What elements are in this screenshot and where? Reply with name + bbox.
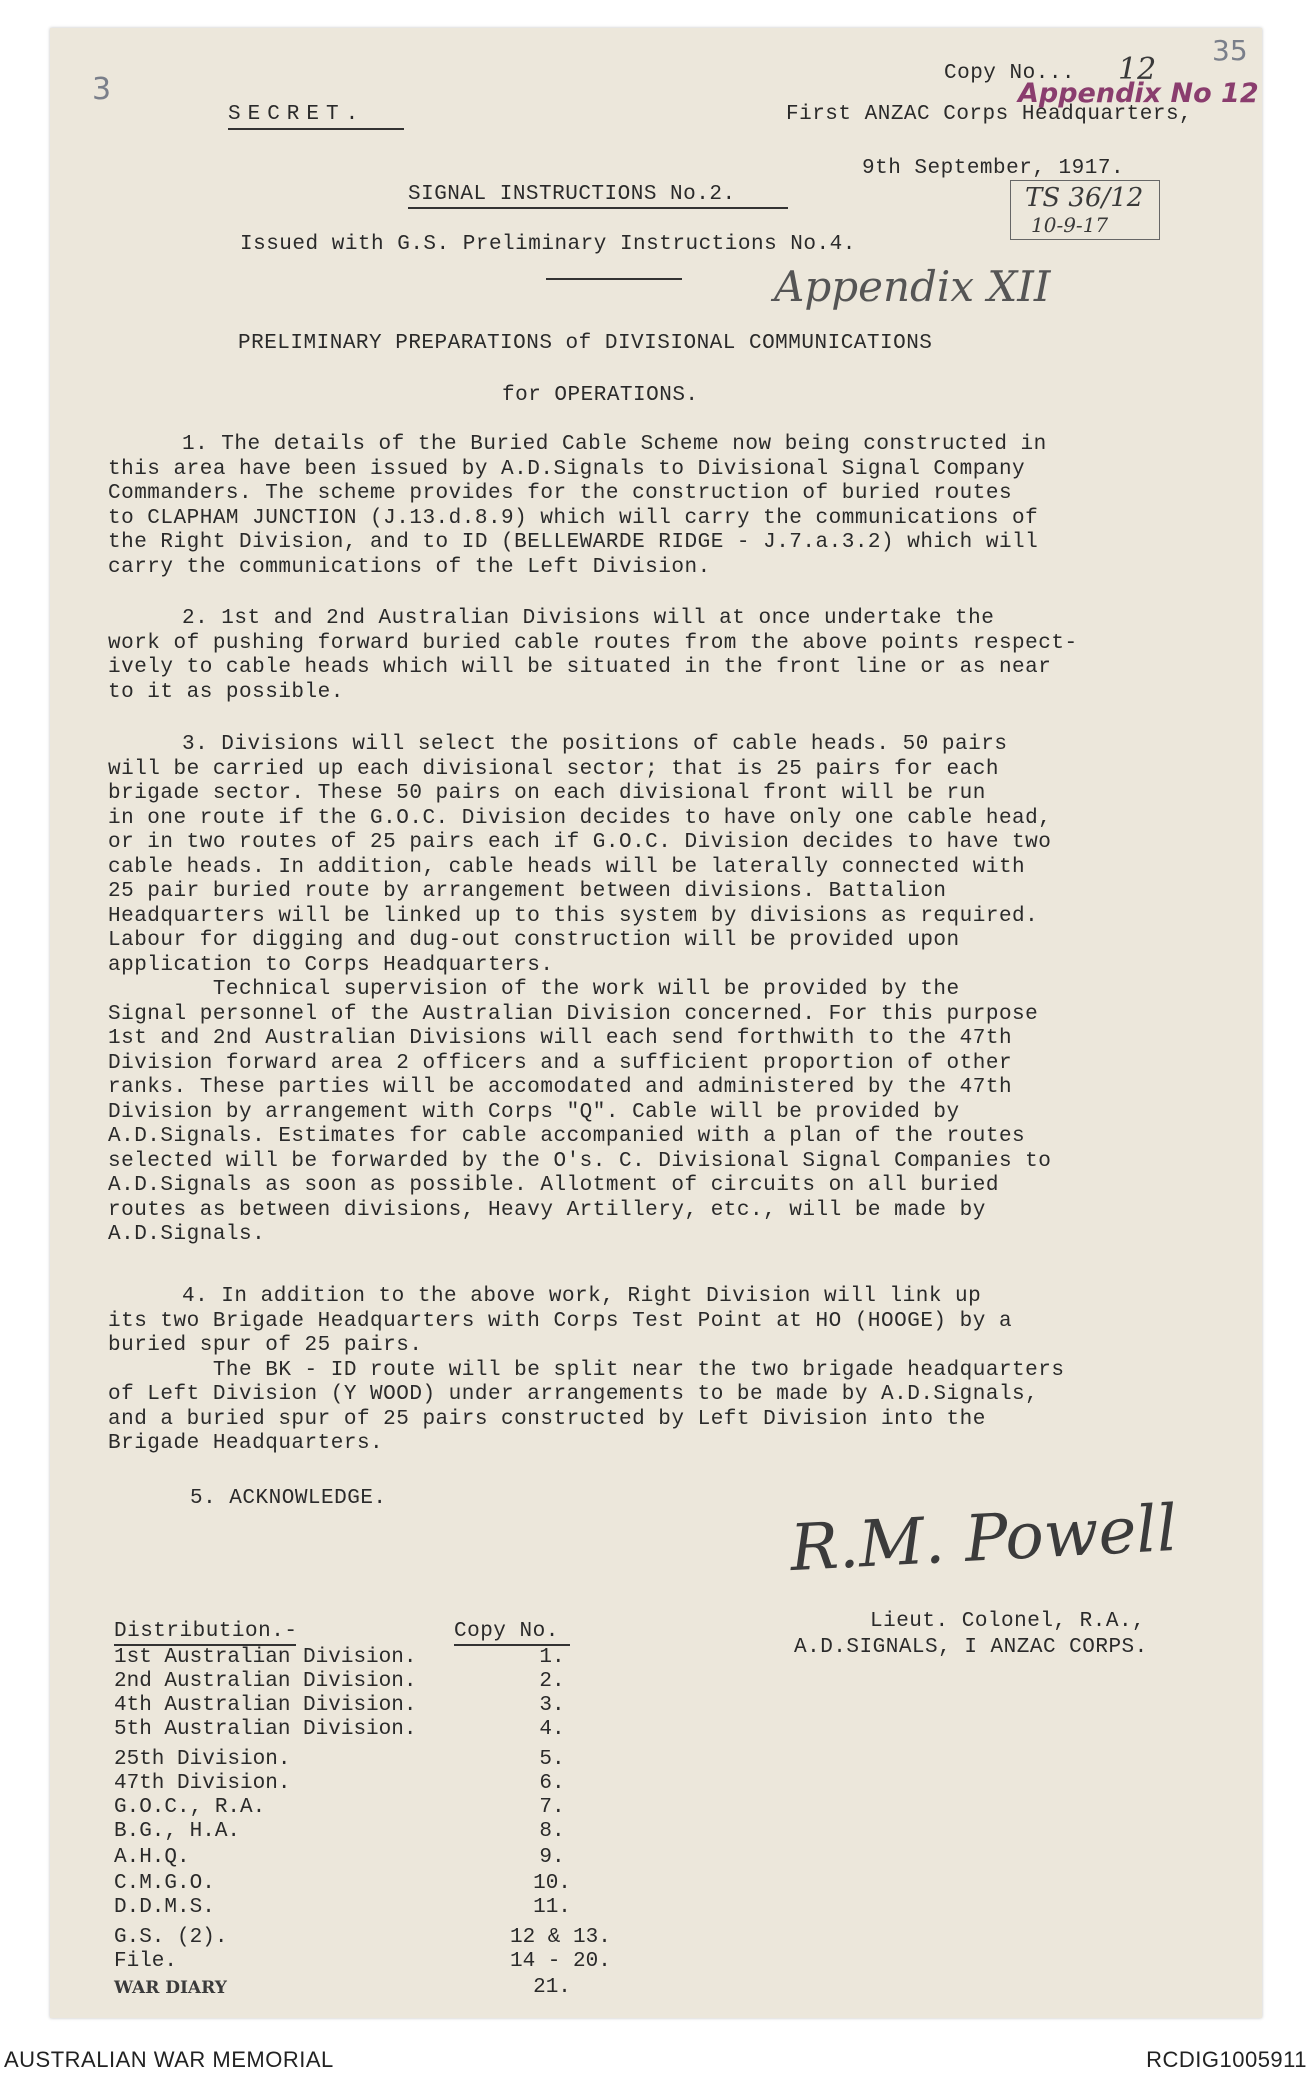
distribution-row	[114, 1694, 594, 1716]
distribution-copy-number: 10.	[533, 1872, 571, 1895]
distribution-copy-number: 2.	[539, 1670, 565, 1693]
paragraph-line: A.D.Signals.	[108, 1223, 266, 1246]
paragraph-line: brigade sector. These 50 pairs on each divisional front will be run	[108, 782, 986, 805]
separator-rule	[546, 278, 682, 280]
distribution-row	[114, 1846, 594, 1868]
distribution-copy-number: 4.	[539, 1718, 565, 1741]
paragraph-line: Commanders. The scheme provides for the construction of buried routes	[108, 482, 1013, 505]
paragraph-line: A.D.Signals. Estimates for cable accompanied with a plan of the routes	[108, 1125, 1026, 1148]
paragraph-line: cable heads. In addition, cable heads will be laterally connected with	[108, 855, 1026, 879]
paragraph-2	[108, 607, 1268, 705]
distribution-recipient: 4th Australian Division.	[114, 1694, 417, 1717]
file-reference-number: TS 36/12	[1025, 183, 1144, 213]
paragraph-line: Division forward area 2 officers and a sufficient proportion of other	[108, 1051, 1013, 1075]
issued-with-line: Issued with G.S. Preliminary Instructions No.4.	[240, 233, 856, 256]
distribution-heading: Distribution.-	[114, 1620, 298, 1643]
handwritten-signature: R.M. Powell	[788, 1491, 1180, 1587]
paragraph-line: selected will be forwarded by the O's. C. Divisional Signal Companies to	[108, 1149, 1052, 1173]
paragraph-line: Technical supervision of the work will be provided by the	[108, 978, 960, 1001]
paragraph-line: 3. Divisions will select the positions of cable heads. 50 pairs	[182, 733, 1008, 756]
paragraph-line: The BK - ID route will be split near the two brigade headquarters	[108, 1358, 1065, 1382]
distribution-copy-number: 8.	[539, 1820, 565, 1843]
distribution-recipient: 2nd Australian Division.	[114, 1670, 417, 1693]
subject-line-2: for OPERATIONS.	[502, 384, 699, 407]
distribution-recipient: B.G., H.A.	[114, 1820, 241, 1843]
paragraph-line: in one route if the G.O.C. Division decides to have only one cable head,	[108, 806, 1052, 830]
issue-date: 9th September, 1917.	[862, 157, 1125, 180]
paragraph-line: work of pushing forward buried cable routes from the above points respect-	[108, 631, 1078, 655]
distribution-recipient: G.S. (2).	[114, 1926, 228, 1949]
distribution-recipient: File.	[114, 1950, 178, 1973]
subject-line-1: PRELIMINARY PREPARATIONS of DIVISIONAL COMMUNICATIONS	[238, 332, 933, 355]
paragraph-line: buried spur of 25 pairs.	[108, 1334, 423, 1357]
copy-number-label: Copy No...	[944, 62, 1076, 85]
paragraph-1	[108, 433, 1268, 580]
distribution-row	[114, 1820, 594, 1842]
distribution-recipient: G.O.C., R.A.	[114, 1796, 266, 1819]
headquarters-line: First ANZAC Corps Headquarters,	[786, 103, 1193, 126]
paragraph-line: 4. In addition to the above work, Right Division will link up	[182, 1285, 982, 1308]
paragraph-line: or in two routes of 25 pairs each if G.O.C. Division decides to have two	[108, 831, 1052, 854]
paragraph-line: the Right Division, and to ID (BELLEWARDE RIDGE - J.7.a.3.2) which will	[108, 531, 1039, 554]
paragraph-line: will be carried up each divisional sector; that is 25 pairs for each	[108, 757, 999, 781]
distribution-row	[114, 1976, 594, 1998]
distribution-row	[114, 1670, 594, 1692]
distribution-row	[114, 1718, 594, 1740]
paragraph-line: 1. The details of the Buried Cable Scheme now being constructed in	[182, 433, 1047, 456]
distribution-row	[114, 1748, 594, 1770]
paragraph-line: to CLAPHAM JUNCTION (J.13.d.8.9) which will carry the communications of	[108, 506, 1039, 530]
distribution-copy-number: 6.	[539, 1772, 565, 1795]
paragraph-line: 2. 1st and 2nd Australian Divisions will at once undertake the	[182, 607, 995, 630]
file-reference-box	[1010, 180, 1160, 240]
paragraph-line: ranks. These parties will be accomodated and administered by the 47th	[108, 1076, 1013, 1099]
distribution-row	[114, 1772, 594, 1794]
distribution-recipient: A.H.Q.	[114, 1846, 190, 1869]
distribution-row	[114, 1872, 594, 1894]
distribution-recipient: 1st Australian Division.	[114, 1646, 417, 1669]
paragraph-line: to it as possible.	[108, 680, 344, 704]
paragraph-line: application to Corps Headquarters.	[108, 953, 554, 977]
file-reference-date: 10-9-17	[1031, 213, 1109, 237]
distribution-copy-number: 5.	[539, 1748, 565, 1771]
signatory-appointment: A.D.SIGNALS, I ANZAC CORPS.	[794, 1636, 1148, 1659]
paragraph-line: routes as between divisions, Heavy Artillery, etc., will be made by	[108, 1198, 986, 1222]
paragraph-line: 25 pair buried route by arrangement between divisions. Battalion	[108, 880, 947, 903]
paragraph-line: 1st and 2nd Australian Divisions will each send forthwith to the 47th	[108, 1027, 1013, 1050]
distribution-recipient: 47th Division.	[114, 1772, 291, 1795]
distribution-row	[114, 1646, 594, 1668]
distribution-recipient: WAR DIARY	[114, 1978, 227, 1998]
paragraph-line: carry the communications of the Left Division.	[108, 555, 711, 579]
signatory-rank: Lieut. Colonel, R.A.,	[870, 1610, 1146, 1633]
distribution-row	[114, 1796, 594, 1818]
paragraph-line: Signal personnel of the Australian Division concerned. For this purpose	[108, 1002, 1039, 1026]
distribution-recipient: C.M.G.O.	[114, 1872, 215, 1895]
appendix-stamp: Appendix No 12	[1018, 78, 1259, 109]
appendix-handwritten-note: Appendix XII	[774, 262, 1051, 311]
distribution-recipient: 25th Division.	[114, 1748, 291, 1771]
paragraph-4	[108, 1285, 1268, 1457]
folio-number-left: 3	[92, 72, 112, 107]
document-title: SIGNAL INSTRUCTIONS No.2.	[408, 183, 736, 206]
paragraph-line: 5. ACKNOWLEDGE.	[190, 1487, 387, 1510]
distribution-row	[114, 1896, 594, 1918]
distribution-copy-number: 21.	[533, 1976, 571, 1999]
distribution-copy-number: 11.	[533, 1896, 571, 1919]
distribution-copy-number: 14 - 20.	[510, 1950, 611, 1973]
paragraph-line: A.D.Signals as soon as possible. Allotment of circuits on all buried	[108, 1174, 999, 1197]
distribution-copy-number: 3.	[539, 1694, 565, 1717]
distribution-recipient: D.D.M.S.	[114, 1896, 215, 1919]
folio-number-right: 35	[1212, 34, 1248, 67]
archive-credit: AUSTRALIAN WAR MEMORIAL	[4, 2047, 334, 2072]
paragraph-line: its two Brigade Headquarters with Corps Test Point at HO (HOOGE) by a	[108, 1309, 1013, 1333]
paragraph-line: Division by arrangement with Corps "Q". Cable will be provided by	[108, 1100, 960, 1124]
paragraph-line: Labour for digging and dug-out construction will be provided upon	[108, 929, 960, 952]
distribution-row	[114, 1926, 611, 1949]
paragraph-line: Headquarters will be linked up to this system by divisions as required.	[108, 904, 1039, 928]
paragraph-line: ively to cable heads which will be situated in the front line or as near	[108, 656, 1052, 679]
distribution-copy-number: 9.	[539, 1846, 565, 1869]
distribution-copy-number: 12 & 13.	[510, 1926, 611, 1949]
paragraph-3	[108, 733, 1268, 1248]
paragraph-line: and a buried spur of 25 pairs constructed by Left Division into the	[108, 1407, 986, 1431]
copy-number-value: 12	[1118, 52, 1157, 87]
title-underline	[408, 207, 788, 209]
classification-underline	[228, 128, 404, 130]
paragraph-line: of Left Division (Y WOOD) under arrangements to be made by A.D.Signals,	[108, 1383, 1039, 1406]
archive-reference: RCDIG1005911	[1146, 2047, 1307, 2072]
distribution-copy-number: 7.	[539, 1796, 565, 1819]
paragraph-line: this area have been issued by A.D.Signals to Divisional Signal Company	[108, 457, 1026, 481]
distribution-recipient: 5th Australian Division.	[114, 1718, 417, 1741]
classification-heading: SECRET.	[228, 103, 366, 126]
copy-number-heading: Copy No.	[454, 1620, 559, 1643]
distribution-copy-number: 1.	[539, 1646, 565, 1669]
paragraph-line: Brigade Headquarters.	[108, 1432, 384, 1455]
distribution-row	[114, 1950, 611, 1973]
